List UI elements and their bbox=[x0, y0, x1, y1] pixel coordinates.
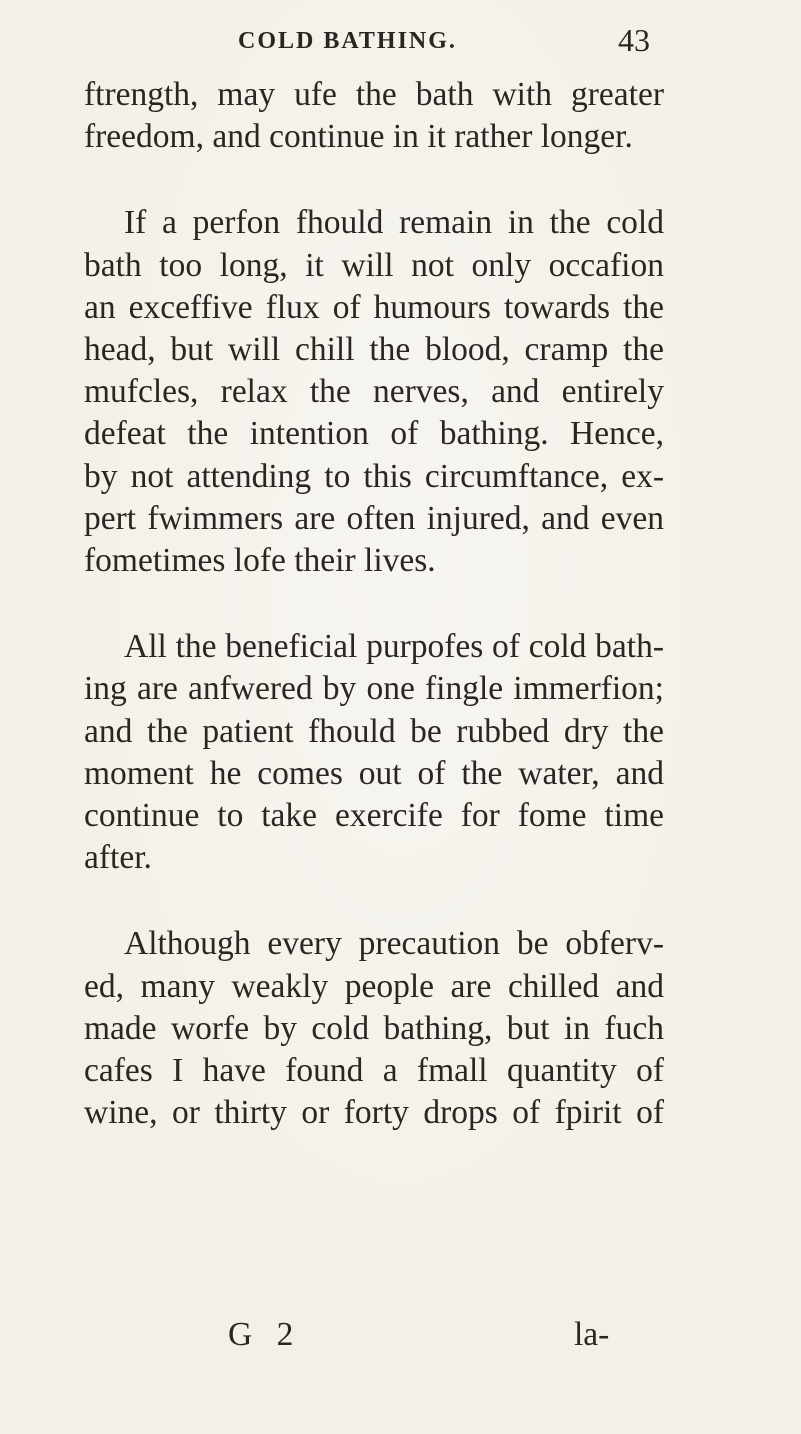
paragraph-gap bbox=[84, 158, 664, 202]
running-head bbox=[0, 18, 801, 58]
paragraph-gap bbox=[84, 879, 664, 923]
catchword: la- bbox=[574, 1316, 610, 1353]
text-line: Although every precaution be obferv- bbox=[124, 925, 664, 963]
signature-mark: G 2 bbox=[228, 1316, 302, 1353]
text-line: made worfe by cold bathing, but in fuch bbox=[84, 1009, 664, 1047]
text-line: continue to take exercife for fome time bbox=[84, 797, 664, 835]
text-line: If a perfon fhould remain in the cold bbox=[124, 204, 664, 242]
text-line: ing are anfwered by one fingle immerfion; bbox=[84, 670, 664, 708]
text-line: ftrength, may ufe the bath with greater bbox=[84, 76, 664, 113]
text-line: cafes I have found a fmall quantity of bbox=[84, 1052, 664, 1090]
text-line: defeat the intention of bathing. Hence, bbox=[84, 415, 664, 453]
page-footer bbox=[0, 1316, 801, 1360]
running-title: COLD BATHING. bbox=[238, 28, 457, 54]
text-line: pert fwimmers are often injured, and even bbox=[84, 499, 664, 537]
text-line: moment he comes out of the water, and bbox=[84, 754, 664, 792]
text-line: by not attending to this circumftance, ex- bbox=[84, 457, 664, 495]
text-line: head, but will chill the blood, cramp the bbox=[84, 331, 664, 369]
paragraph-gap bbox=[84, 582, 664, 626]
text-line: an exceffive flux of humours towards the bbox=[84, 288, 664, 326]
text-line: after. bbox=[84, 839, 152, 877]
text-line: and the patient fhould be rubbed dry the bbox=[84, 712, 664, 750]
text-line: mufcles, relax the nerves, and entirely bbox=[84, 373, 664, 411]
text-line: wine, or thirty or forty drops of fpirit of bbox=[84, 1094, 664, 1132]
text-line: bath too long, it will not only occafion bbox=[84, 246, 664, 284]
text-line: ed, many weakly people are chilled and bbox=[84, 967, 664, 1005]
text-line: fometimes lofe their lives. bbox=[84, 542, 436, 580]
body-text bbox=[84, 74, 664, 1134]
text-line: freedom, and continue in it rather longer. bbox=[84, 118, 633, 156]
text-line: All the beneficial purpofes of cold bath- bbox=[124, 628, 664, 666]
page-number: 43 bbox=[618, 22, 650, 58]
